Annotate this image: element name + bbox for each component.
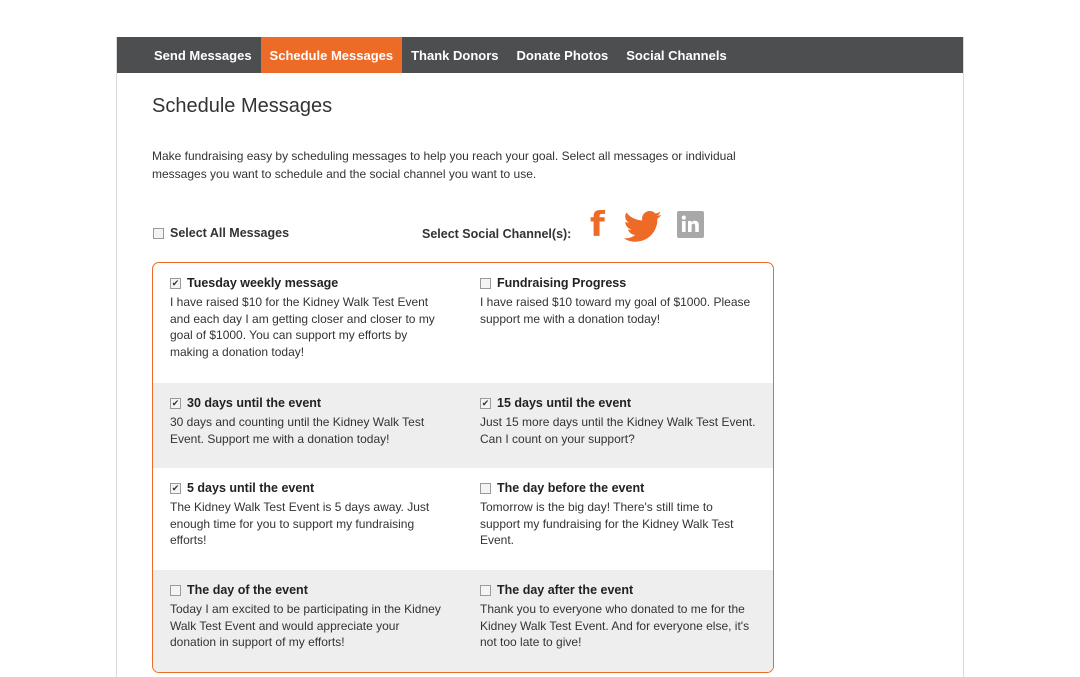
message-checkbox[interactable] [480,483,491,494]
message-row [153,383,773,468]
message-item-fundraising-progress [463,263,773,383]
top-nav [117,37,963,73]
message-toggle[interactable] [170,276,446,290]
message-row [153,570,773,672]
message-item-day-after [463,570,773,672]
message-checkbox[interactable]: ✔ [481,397,490,408]
message-row [153,263,773,383]
page-title: Schedule Messages [152,95,333,117]
message-item-day-before [463,468,773,570]
tab-thank-donors[interactable]: Thank Donors [411,47,499,63]
message-row [153,468,773,570]
message-toggle[interactable] [480,481,756,495]
message-checkbox[interactable] [480,585,491,596]
select-all-checkbox[interactable] [153,228,164,239]
message-title: 15 days until the event [497,396,632,410]
message-list [152,262,774,673]
message-checkbox[interactable]: ✔ [171,397,180,408]
twitter-icon[interactable] [622,211,664,248]
message-toggle[interactable] [480,583,756,597]
message-title: The day after the event [497,583,634,597]
message-item-15-days [463,383,773,468]
message-toggle[interactable] [170,583,446,597]
message-item-30-days [153,383,463,468]
message-toggle[interactable] [480,396,756,410]
message-body: Today I am excited to be participating in the Kidney Walk Test Event and would appreciate your donation in support of my efforts! [170,602,441,649]
tab-schedule-messages[interactable]: Schedule Messages [261,37,403,73]
message-title: 30 days until the event [187,396,322,410]
tab-social-channels[interactable]: Social Channels [626,47,727,63]
message-body: Just 15 more days until the Kidney Walk Test Event. Can I count on your support? [480,415,756,446]
message-toggle[interactable] [170,481,446,495]
message-title: 5 days until the event [187,481,315,495]
select-all-label: Select All Messages [170,226,290,240]
message-checkbox[interactable] [170,585,181,596]
message-body: The Kidney Walk Test Event is 5 days away. Just enough time for you to support my fundraising efforts! [170,500,430,547]
intro-text: Make fundraising easy by scheduling messages to help you reach your goal. Select all messages or individual messages you want to schedule and the social channel you want to use. [152,149,736,181]
message-checkbox[interactable]: ✔ [171,277,180,288]
tab-donate-photos[interactable]: Donate Photos [516,47,609,63]
message-title: Fundraising Progress [497,276,627,290]
message-toggle[interactable] [170,396,446,410]
message-item-tuesday-weekly [153,263,463,383]
message-title: Tuesday weekly message [187,276,339,290]
message-body: I have raised $10 toward my goal of $1000. Please support me with a donation today! [480,295,751,326]
message-title: The day of the event [187,583,308,597]
select-all-messages[interactable] [153,226,289,240]
message-item-5-days [153,468,463,570]
message-body: I have raised $10 for the Kidney Walk Test Event and each day I am getting closer and closer to my goal of $1000. You can support my efforts by making a donation today! [170,295,435,359]
message-body: Thank you to everyone who donated to me for the Kidney Walk Test Event. And for everyone else, it's not too late to give! [480,602,750,649]
page-frame [116,37,964,677]
message-body: Tomorrow is the big day! There's still time to support my fundraising for the Kidney Walk Test Event. [480,500,734,547]
message-item-day-of [153,570,463,672]
message-toggle[interactable] [480,276,756,290]
social-channel-label: Select Social Channel(s): [422,227,572,241]
message-body: 30 days and counting until the Kidney Walk Test Event. Support me with a donation today! [170,415,425,446]
message-title: The day before the event [497,481,645,495]
linkedin-icon[interactable] [677,211,704,238]
tab-send-messages[interactable]: Send Messages [154,47,252,63]
message-checkbox[interactable] [480,278,491,289]
facebook-icon[interactable]: f [590,205,605,245]
message-checkbox[interactable]: ✔ [171,482,180,493]
